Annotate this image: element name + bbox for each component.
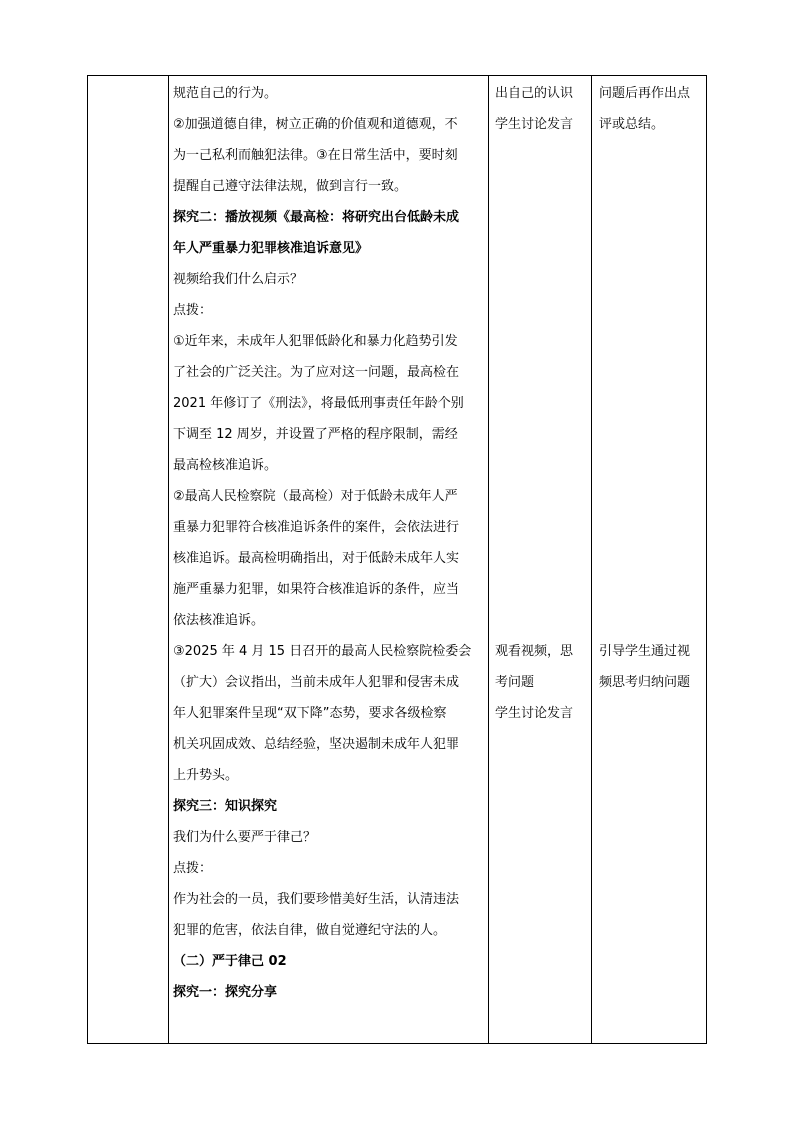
content-line: 作为社会的一员，我们要珍惜美好生活，认清违法	[173, 892, 460, 907]
content-line: 核准追诉。最高检明确指出，对于低龄未成年人实	[173, 551, 460, 566]
content-line: 最高检核准追诉。	[173, 458, 278, 473]
content-line: ②加强道德自律，树立正确的价值观和道德观，不	[173, 117, 458, 132]
teacher-text-line: 频思考归纳问题	[599, 675, 691, 690]
section-heading: 探究三：知识探究	[173, 799, 278, 814]
content-line: 规范自己的行为。	[173, 86, 278, 101]
teacher-text-line: 引导学生通过视	[599, 644, 691, 659]
student-text-line: 学生讨论发言	[495, 706, 574, 721]
content-line: 点拨：	[173, 303, 213, 318]
content-line: （扩大）会议指出，当前未成年人犯罪和侵害未成	[173, 675, 460, 690]
content-line: 上升势头。	[173, 768, 239, 783]
design-intent-column	[592, 76, 706, 1043]
lesson-plan-table	[87, 75, 707, 1044]
student-text-line: 观看视频，思	[495, 644, 574, 659]
content-line: 年人犯罪案件呈现“双下降”态势，要求各级检察	[173, 706, 447, 721]
content-line: ③2025 年 4 月 15 日召开的最高人民检察院检委会	[173, 644, 472, 659]
content-line: 视频给我们什么启示？	[173, 272, 304, 287]
teacher-text-line: 评或总结。	[599, 117, 665, 132]
content-line: 提醒自己遵守法律法规，做到言行一致。	[173, 179, 408, 194]
content-line: 点拨：	[173, 861, 213, 876]
content-line: 2021 年修订了《刑法》，将最低刑事责任年龄个别	[173, 396, 464, 411]
section-heading: （二）严于律己 02	[173, 954, 287, 969]
teaching-content-column	[168, 76, 488, 1043]
student-text-line: 学生讨论发言	[495, 117, 574, 132]
section-heading: 年人严重暴力犯罪核准追诉意见》	[173, 241, 369, 256]
content-line: 了社会的广泛关注。为了应对这一问题，最高检在	[173, 365, 460, 380]
content-line: 机关巩固成效、总结经验，坚决遏制未成年人犯罪	[173, 737, 460, 752]
student-activity-column	[489, 76, 591, 1043]
student-text-line: 考问题	[495, 675, 535, 690]
section-heading: 探究二：播放视频《最高检：将研究出台低龄未成	[173, 210, 460, 225]
teacher-text-line: 问题后再作出点	[599, 86, 691, 101]
content-line: 为一己私利而触犯法律。③在日常生活中，要时刻	[173, 148, 458, 163]
content-line: 施严重暴力犯罪，如果符合核准追诉的条件，应当	[173, 582, 460, 597]
section-heading: 探究一：探究分享	[173, 985, 278, 1000]
student-text-line: 出自己的认识	[495, 86, 574, 101]
content-line: ②最高人民检察院（最高检）对于低龄未成年人严	[173, 489, 458, 504]
content-line: 犯罪的危害，依法自律，做自觉遵纪守法的人。	[173, 923, 447, 938]
content-line: 下调至 12 周岁，并设置了严格的程序限制，需经	[173, 427, 458, 442]
content-line: ①近年来，未成年人犯罪低龄化和暴力化趋势引发	[173, 334, 458, 349]
content-line: 重暴力犯罪符合核准追诉条件的案件，会依法进行	[173, 520, 460, 535]
content-line: 我们为什么要严于律己？	[173, 830, 317, 845]
content-line: 依法核准追诉。	[173, 613, 265, 628]
